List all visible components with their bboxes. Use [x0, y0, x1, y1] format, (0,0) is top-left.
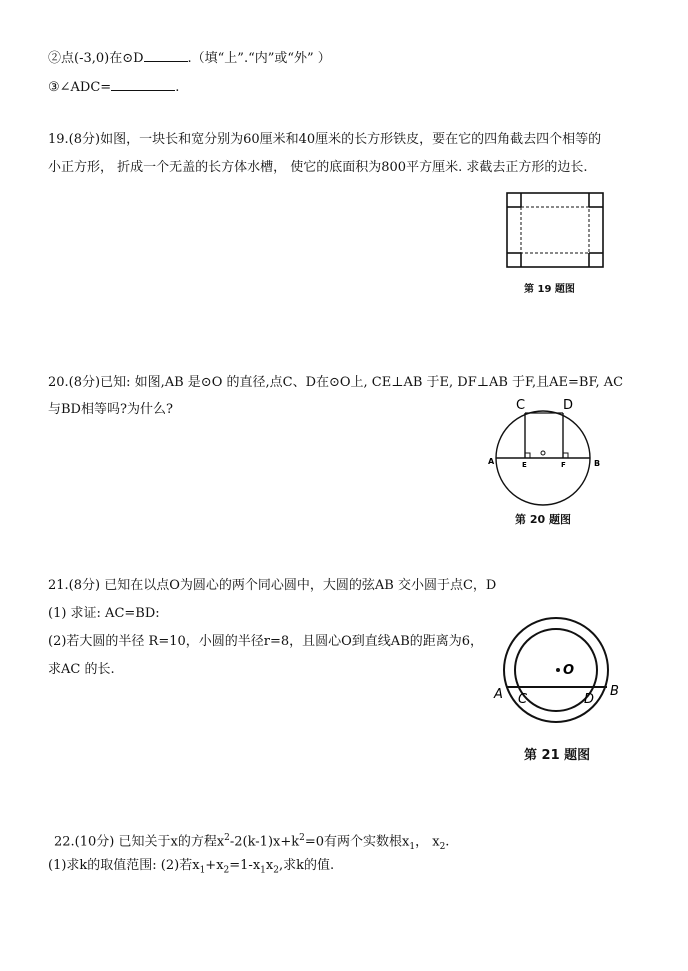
q22-line2-sub4: 2: [273, 865, 279, 876]
q20-label-b: B: [594, 459, 601, 468]
q20-label-a: A: [488, 457, 495, 466]
q22-line2-sub1: 1: [199, 865, 206, 876]
q20-label-c: C: [516, 398, 526, 413]
q22-line2-d: x: [265, 858, 274, 873]
q21-label-c: C: [518, 692, 528, 707]
q21-line4: 求AC 的长.: [48, 662, 115, 677]
q22-line1-a: 22.(10分) 已知关于x的方程x: [54, 834, 225, 850]
q18-item3-prefix: ③∠ADC=: [48, 80, 112, 95]
q22-line2-a: (1)求k的取值范围: (2)若x: [48, 858, 200, 873]
q22-line1-c: =0有两个实数根x: [304, 834, 410, 850]
q21-caption: 第 21 题图: [524, 748, 591, 763]
q22-line2-c: =1-x: [229, 858, 261, 873]
q21-line2: (1) 求证: AC=BD:: [48, 606, 160, 621]
q20-caption: 第 20 题图: [515, 513, 571, 526]
q21-label-d: D: [584, 692, 595, 707]
answer-blank: [111, 79, 175, 91]
q19-line1: 19.(8分)如图，一块长和宽分别为60厘米和40厘米的长方形铁皮，要在它的四角截去四个相等的: [48, 132, 602, 147]
q18-item2-prefix: ②点(-3,0)在⊙D: [48, 51, 144, 66]
q22-sup2: 2: [299, 833, 305, 843]
q18-item2: [48, 50, 331, 67]
q22-line2: [48, 858, 334, 879]
q19-caption: 第 19 题图: [524, 284, 575, 295]
q21-line1: 21.(8分) 已知在以点O为圆心的两个同心圆中，大圆的弦AB 交小圆于点C，D: [48, 578, 497, 593]
q22-line1-d: ， x: [415, 834, 440, 850]
q22-line2-sub3: 1: [260, 865, 266, 876]
q18-item3: [48, 79, 179, 96]
q19-line2: 小正方形， 折成一个无盖的长方体水槽， 使它的底面积为800平方厘米. 求截去正方形的边长.: [48, 160, 588, 175]
q21-figure: [492, 612, 622, 732]
q21-line3: (2)若大圆的半径 R=10，小圆的半径r=8，且圆心O到直线AB的距离为6，: [48, 634, 484, 649]
q22-line1: [54, 830, 449, 855]
q18-item3-suffix: .: [175, 80, 180, 95]
q20-figure: [486, 392, 606, 502]
q19-figure: [506, 192, 604, 268]
q21-label-o: O: [563, 663, 575, 678]
q20-line2: 与BD相等吗?为什么?: [48, 402, 173, 417]
q22-line2-e: ,求k的值.: [278, 858, 335, 873]
q22-line2-sub2: 2: [223, 865, 230, 876]
q20-line1: 20.(8分)已知: 如图,AB 是⊙O 的直径,点C、D在⊙O上, CE⊥AB 于E, DF⊥AB 于F,且AE=BF, AC: [48, 375, 624, 390]
q22-sub2: 2: [439, 841, 446, 852]
q22-line2-b: +x: [205, 858, 224, 873]
q18-item2-suffix: .（填“上”.“内”或“外” ）: [187, 51, 331, 66]
q20-label-e: E: [522, 461, 527, 469]
q21-label-b: B: [610, 684, 619, 699]
answer-blank: [144, 50, 188, 62]
q22-sub1: 1: [409, 841, 416, 852]
q22-line1-e: .: [445, 834, 450, 850]
q22-sup1: 2: [224, 833, 230, 843]
q21-label-a: A: [494, 687, 503, 702]
q20-label-f: F: [561, 461, 566, 469]
q22-line1-b: -2(k-1)x+k: [229, 834, 300, 850]
q20-label-d: D: [563, 398, 574, 413]
